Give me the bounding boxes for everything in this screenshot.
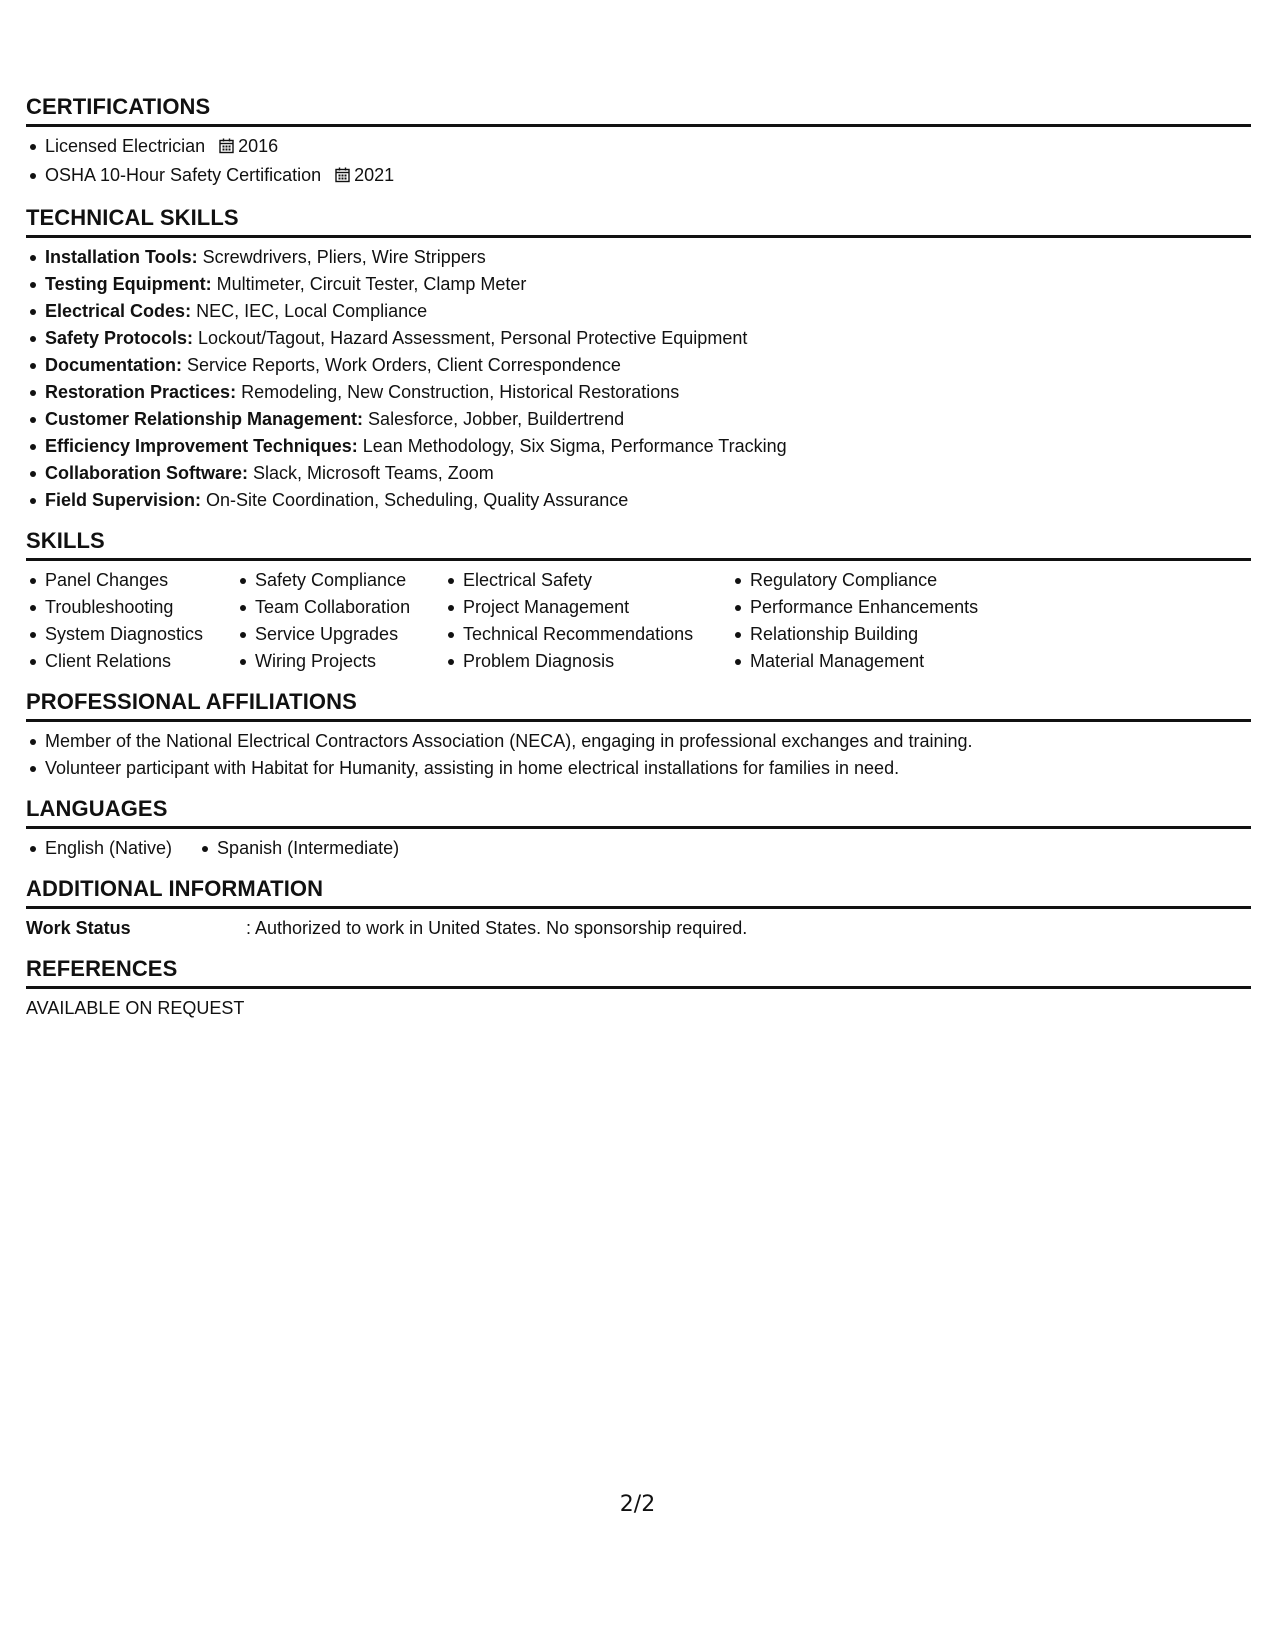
- skill-item: Client Relations: [26, 648, 236, 675]
- technical-skill-value: Service Reports, Work Orders, Client Correspondence: [182, 355, 621, 375]
- calendar-icon: [219, 135, 234, 162]
- skill-item: Project Management: [444, 594, 731, 621]
- skills-heading: SKILLS: [26, 528, 1251, 561]
- certification-name: Licensed Electrician: [45, 136, 206, 156]
- additional-info-heading: ADDITIONAL INFORMATION: [26, 876, 1251, 909]
- technical-skill-label: Safety Protocols:: [45, 328, 194, 348]
- certifications-section: [26, 94, 1251, 191]
- affiliations-section: [26, 689, 1251, 782]
- skill-item: Wiring Projects: [236, 648, 444, 675]
- skills-column: [444, 567, 731, 675]
- certifications-list: [26, 133, 1251, 191]
- technical-skill-item: [26, 244, 1251, 271]
- technical-skill-value: Lockout/Tagout, Hazard Assessment, Personal Protective Equipment: [193, 328, 748, 348]
- languages-section: [26, 796, 1251, 862]
- technical-skill-value: NEC, IEC, Local Compliance: [191, 301, 428, 321]
- skill-item: Material Management: [731, 648, 1031, 675]
- skill-item: Problem Diagnosis: [444, 648, 731, 675]
- skills-grid: [26, 567, 1251, 675]
- certification-year: 2021: [354, 165, 395, 185]
- technical-skill-item: [26, 379, 1251, 406]
- technical-skills-section: [26, 205, 1251, 514]
- certification-year: 2016: [238, 136, 279, 156]
- technical-skill-value: On-Site Coordination, Scheduling, Quality Assurance: [201, 490, 629, 510]
- technical-skill-label: Restoration Practices:: [45, 382, 237, 402]
- skill-item: Service Upgrades: [236, 621, 444, 648]
- calendar-icon: [335, 164, 350, 191]
- skill-item: Safety Compliance: [236, 567, 444, 594]
- skill-item: Electrical Safety: [444, 567, 731, 594]
- affiliations-heading: PROFESSIONAL AFFILIATIONS: [26, 689, 1251, 722]
- technical-skill-label: Collaboration Software:: [45, 463, 249, 483]
- skill-item: Regulatory Compliance: [731, 567, 1031, 594]
- resume-page: [26, 94, 1251, 1036]
- skills-column: [236, 567, 444, 675]
- technical-skill-item: [26, 298, 1251, 325]
- skill-item: Panel Changes: [26, 567, 236, 594]
- references-section: [26, 956, 1251, 1022]
- certification-name: OSHA 10-Hour Safety Certification: [45, 165, 322, 185]
- skills-section: [26, 528, 1251, 675]
- languages-heading: LANGUAGES: [26, 796, 1251, 829]
- technical-skill-item: [26, 406, 1251, 433]
- skill-item: Relationship Building: [731, 621, 1031, 648]
- technical-skill-value: Slack, Microsoft Teams, Zoom: [248, 463, 494, 483]
- affiliation-item: Member of the National Electrical Contractors Association (NECA), engaging in professional exchanges and training.: [26, 728, 1251, 755]
- technical-skill-label: Electrical Codes:: [45, 301, 192, 321]
- work-status-label: Work Status: [26, 918, 131, 938]
- technical-skill-value: Salesforce, Jobber, Buildertrend: [363, 409, 625, 429]
- languages-list: [26, 835, 1251, 862]
- page-number: 2/2: [619, 1492, 656, 1517]
- certifications-heading: CERTIFICATIONS: [26, 94, 1251, 127]
- technical-skill-label: Installation Tools:: [45, 247, 198, 267]
- references-heading: REFERENCES: [26, 956, 1251, 989]
- affiliation-item: Volunteer participant with Habitat for Humanity, assisting in home electrical installations for families in need.: [26, 755, 1251, 782]
- work-status-value: : Authorized to work in United States. No sponsorship required.: [246, 918, 748, 938]
- technical-skill-label: Testing Equipment:: [45, 274, 212, 294]
- skill-item: Technical Recommendations: [444, 621, 731, 648]
- technical-skill-label: Customer Relationship Management:: [45, 409, 364, 429]
- technical-skill-value: Screwdrivers, Pliers, Wire Strippers: [197, 247, 486, 267]
- technical-skill-item: [26, 433, 1251, 460]
- certification-item: [26, 162, 1251, 191]
- technical-skill-value: Remodeling, New Construction, Historical Restorations: [236, 382, 680, 402]
- technical-skill-label: Efficiency Improvement Techniques:: [45, 436, 358, 456]
- technical-skill-label: Documentation:: [45, 355, 182, 375]
- technical-skill-value: Multimeter, Circuit Tester, Clamp Meter: [211, 274, 527, 294]
- technical-skill-value: Lean Methodology, Six Sigma, Performance Tracking: [357, 436, 787, 456]
- technical-skill-item: [26, 325, 1251, 352]
- affiliations-list: [26, 728, 1251, 782]
- certification-item: [26, 133, 1251, 162]
- language-item: Spanish (Intermediate): [198, 835, 399, 862]
- skill-item: Troubleshooting: [26, 594, 236, 621]
- skill-item: System Diagnostics: [26, 621, 236, 648]
- technical-skill-item: [26, 271, 1251, 298]
- technical-skill-item: [26, 460, 1251, 487]
- skills-column: [26, 567, 236, 675]
- technical-skills-heading: TECHNICAL SKILLS: [26, 205, 1251, 238]
- skill-item: Performance Enhancements: [731, 594, 1031, 621]
- technical-skill-item: [26, 487, 1251, 514]
- language-item: English (Native): [26, 835, 172, 862]
- technical-skill-item: [26, 352, 1251, 379]
- technical-skills-list: [26, 244, 1251, 514]
- additional-info-section: [26, 876, 1251, 942]
- work-status-row: [26, 915, 1251, 942]
- technical-skill-label: Field Supervision:: [45, 490, 202, 510]
- references-text: AVAILABLE ON REQUEST: [26, 998, 245, 1018]
- skill-item: Team Collaboration: [236, 594, 444, 621]
- skills-column: [731, 567, 1031, 675]
